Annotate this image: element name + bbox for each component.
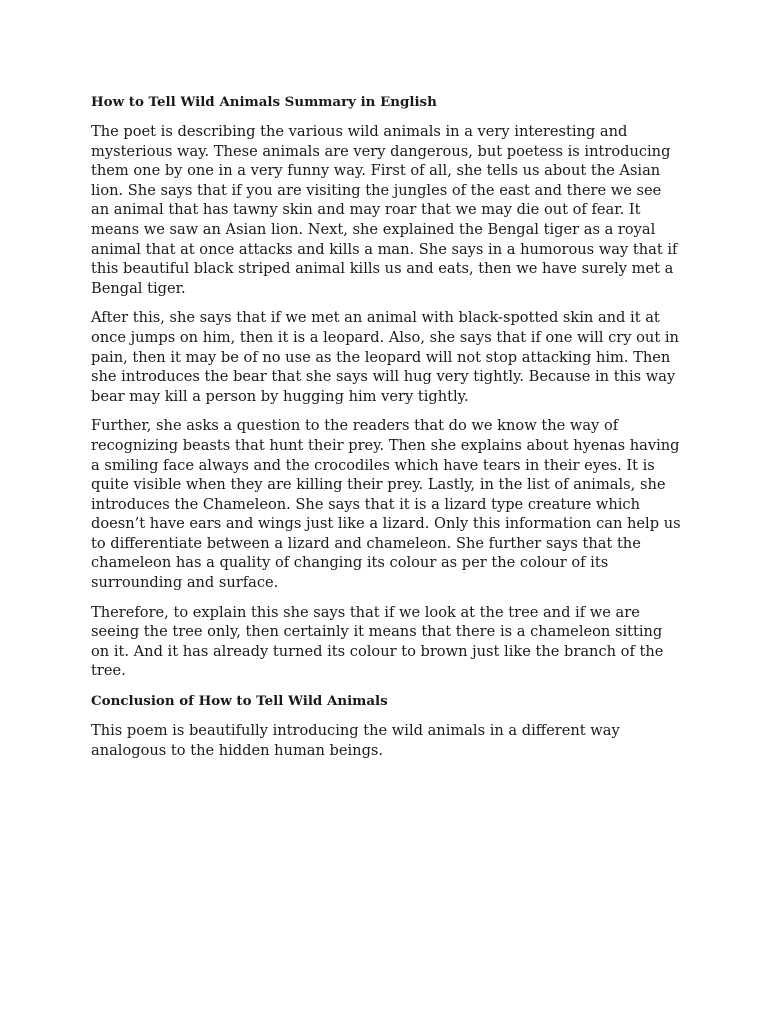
summary-heading: How to Tell Wild Animals Summary in English [91, 94, 437, 110]
summary-paragraph-3: Further, she asks a question to the readers that do we know the way of recognizing beasts that hunt their prey. Then she explains about hyenas having a smiling face always and the crocodiles which have tears in their eyes. It is quite visible when they are killing their prey. Lastly, in the list of animals, she introduces the Chameleon. She says that it is a lizard type creature which doesn’t have ears and wings just like a lizard. Only this information can help us to differentiate between a lizard and chameleon. She further says that the chameleon has a quality of changing its colour as per the colour of its surrounding and surface. [91, 417, 681, 592]
conclusion-paragraph: This poem is beautifully introducing the wild animals in a different way analogous to the hidden human beings. [91, 722, 620, 759]
summary-paragraph-1: The poet is describing the various wild animals in a very interesting and mysterious way. These animals are very dangerous, but poetess is introducing them one by one in a very funny way. First of all, she tells us about the Asian lion. She says that if you are visiting the jungles of the east and there we see an animal that has tawny skin and may roar that we may die out of fear. It means we saw an Asian lion. Next, she explained the Bengal tiger as a royal animal that at once attacks and kills a man. She says in a humorous way that if this beautiful black striped animal kills us and eats, then we have surely met a Bengal tiger. [91, 123, 678, 297]
document-page [91, 92, 683, 770]
summary-paragraph-2: After this, she says that if we met an animal with black-spotted skin and it at once jumps on him, then it is a leopard. Also, she says that if one will cry out in pain, then it may be of no use as the leopard will not stop attacking him. Then she introduces the bear that she says will hug very tightly. Because in this way bear may kill a person by hugging him very tightly. [91, 309, 679, 405]
conclusion-heading: Conclusion of How to Tell Wild Animals [91, 693, 388, 710]
summary-paragraph-4: Therefore, to explain this she says that if we look at the tree and if we are seeing the tree only, then certainly it means that there is a chameleon sitting on it. And it has already turned its colour to brown just like the branch of the tree. [91, 603, 664, 680]
